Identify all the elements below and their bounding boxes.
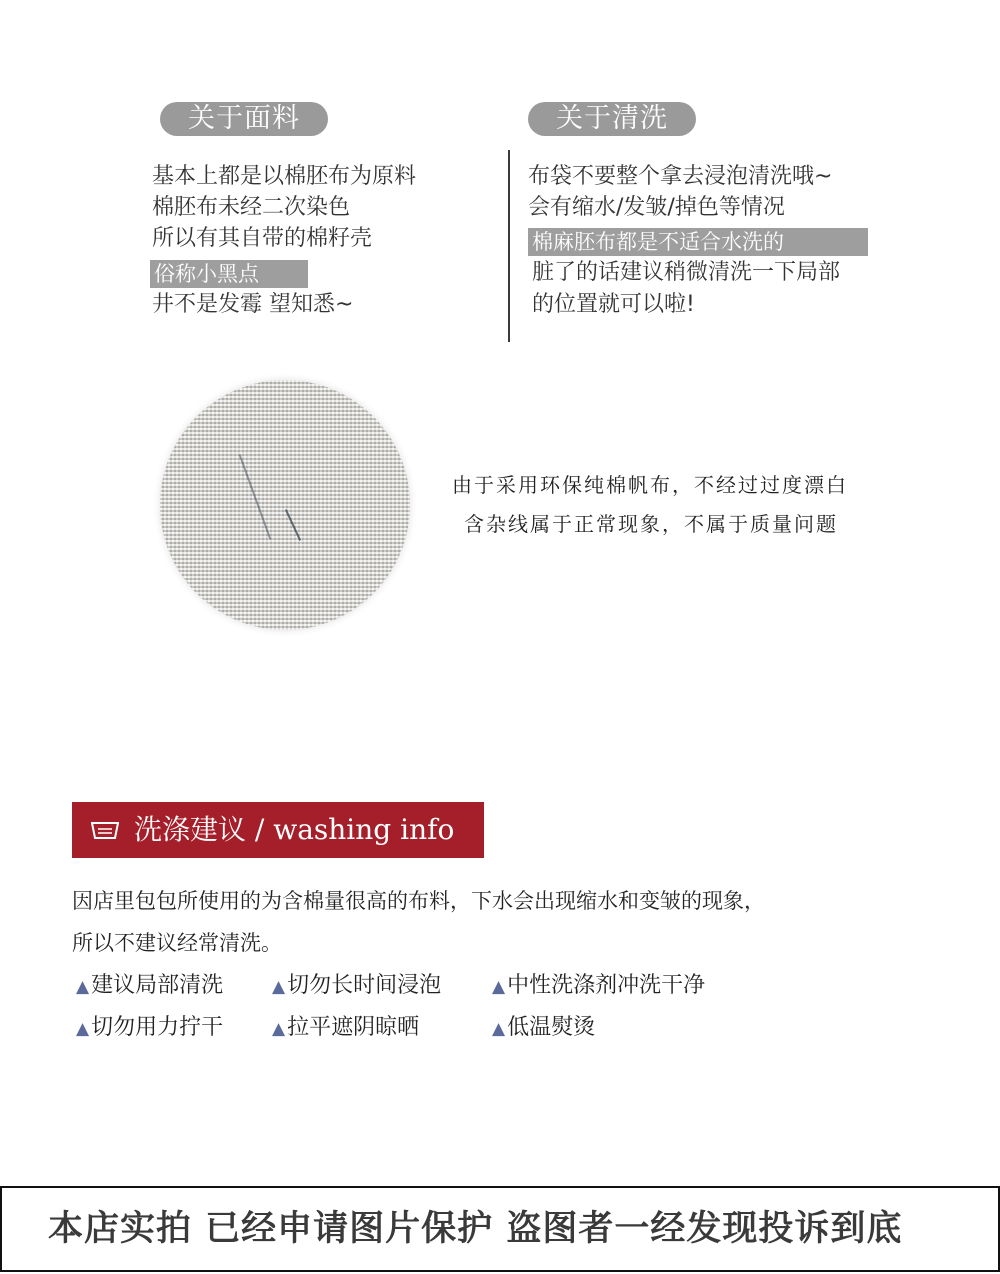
washing-banner bbox=[72, 802, 484, 858]
cleaning-line-1: 布袋不要整个拿去浸泡清洗哦~ bbox=[528, 164, 833, 189]
swatch-note-line-1: 由于采用环保纯棉帆布，不经过过度漂白 bbox=[452, 473, 848, 497]
washing-banner-title: 洗涤建议 / washing info bbox=[134, 813, 455, 846]
triangle-icon: ▲ bbox=[492, 977, 506, 997]
cleaning-after-line-2: 的位置就可以啦! bbox=[532, 292, 695, 317]
washing-tip-text: 低温熨烫 bbox=[507, 1015, 596, 1040]
triangle-icon: ▲ bbox=[272, 1019, 286, 1039]
fabric-swatch-image bbox=[160, 380, 410, 630]
swatch-note-line-2: 含杂线属于正常现象，不属于质量问题 bbox=[464, 512, 838, 536]
fabric-highlight: 俗称小黑点 bbox=[150, 260, 308, 288]
washing-tip-text: 中性洗涤剂冲洗干净 bbox=[507, 973, 706, 998]
washing-tip-text: 切勿用力拧干 bbox=[91, 1015, 224, 1040]
fabric-line-1: 基本上都是以棉胚布为原料 bbox=[152, 164, 417, 189]
stray-thread-dark bbox=[285, 509, 301, 541]
washing-basin-icon bbox=[90, 819, 120, 841]
triangle-icon: ▲ bbox=[272, 977, 286, 997]
section-divider bbox=[508, 150, 510, 342]
washing-tip-1 bbox=[76, 971, 223, 1002]
washing-tip-5 bbox=[272, 1013, 419, 1044]
washing-tip-text: 建议局部清洗 bbox=[91, 973, 224, 998]
washing-tip-6 bbox=[492, 1013, 595, 1044]
washing-tip-text: 切勿长时间浸泡 bbox=[287, 973, 442, 998]
footer-notice-box bbox=[0, 1186, 1000, 1272]
cleaning-highlight: 棉麻胚布都是不适合水洗的 bbox=[528, 228, 868, 256]
cleaning-section-title: 关于清洗 bbox=[528, 102, 696, 136]
fabric-line-2: 棉胚布未经二次染色 bbox=[152, 195, 351, 220]
cleaning-after-line-1: 脏了的话建议稍微清洗一下局部 bbox=[532, 260, 841, 285]
washing-paragraph-1: 因店里包包所使用的为含棉量很高的布料，下水会出现缩水和变皱的现象， bbox=[72, 889, 765, 913]
washing-tip-3 bbox=[492, 971, 705, 1002]
footer-notice-text: 本店实拍 已经申请图片保护 盗图者一经发现投诉到底 bbox=[48, 1209, 903, 1249]
washing-tip-text: 拉平遮阴晾晒 bbox=[287, 1015, 420, 1040]
triangle-icon: ▲ bbox=[76, 1019, 90, 1039]
fabric-line-3: 所以有其自带的棉籽壳 bbox=[152, 226, 373, 251]
fabric-last-line: 井不是发霉 望知悉~ bbox=[152, 292, 354, 317]
cleaning-line-2: 会有缩水/发皱/掉色等情况 bbox=[528, 195, 785, 220]
washing-tip-2 bbox=[272, 971, 441, 1002]
washing-paragraph-2: 所以不建议经常清洗。 bbox=[72, 931, 282, 955]
triangle-icon: ▲ bbox=[492, 1019, 506, 1039]
stray-thread bbox=[239, 454, 272, 539]
washing-tip-4 bbox=[76, 1013, 223, 1044]
fabric-section-title: 关于面料 bbox=[160, 102, 328, 136]
triangle-icon: ▲ bbox=[76, 977, 90, 997]
